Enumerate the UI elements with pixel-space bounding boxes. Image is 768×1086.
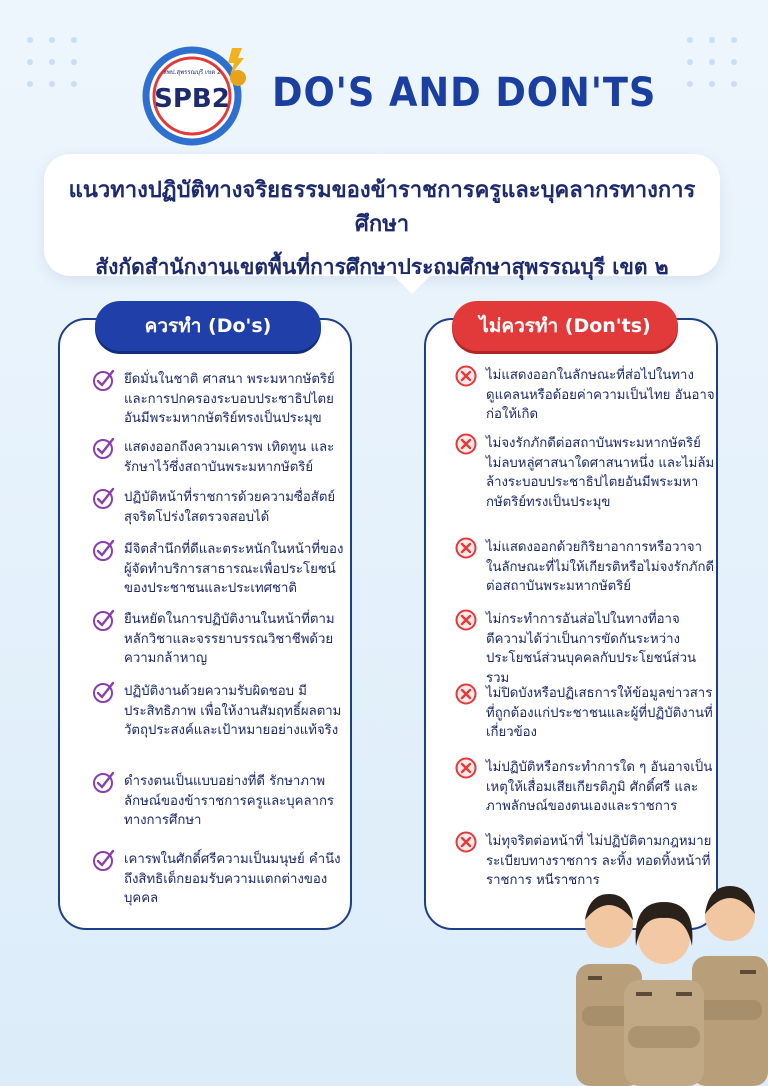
donts-item-1: [454, 366, 716, 425]
donts-item-5: [454, 684, 716, 743]
donts-item-text: ไม่กระทำการอันส่อไปในทางที่อาจตีความได้ว่าเป็นการขัดกันระหว่างประโยชน์ส่วนบุคคลกับประโยชน์ส่วนรวม: [486, 612, 697, 686]
dos-item-1: [92, 370, 350, 429]
dos-panel: [58, 318, 352, 930]
dos-item-3: [92, 488, 350, 527]
donts-item-2: [454, 434, 716, 512]
page-title: DO'S AND DON'TS: [272, 70, 657, 116]
dos-item-6: [92, 682, 350, 741]
donts-item-text: ไม่ปฏิบัติหรือกระทำการใด ๆ อันอาจเป็นเหตุให้เสื่อมเสียเกียรติภูมิ ศักดิ์ศรี และภาพลักษณ์ของตนเองและราชการ: [486, 760, 713, 814]
check-icon: [92, 680, 116, 704]
dos-item-7: [92, 772, 350, 831]
spb2-logo: [140, 38, 260, 148]
dos-item-text: ดำรงตนเป็นแบบอย่างที่ดี รักษาภาพลักษณ์ของข้าราชการครูและบุคลากรทางการศึกษา: [124, 774, 335, 828]
donts-item-text: ไม่ทุจริตต่อหน้าที่ ไม่ปฏิบัติตามกฎหมาย ระเบียบทางราชการ ละทิ้ง ทอดทิ้งหน้าที่ราชการ หนีราชการ: [486, 834, 712, 888]
cross-icon: [454, 756, 478, 780]
intro-line-1: แนวทางปฏิบัติทางจริยธรรมของข้าราชการครูและบุคลากรทางการศึกษา: [68, 178, 696, 237]
donts-item-6: [454, 758, 716, 817]
donts-heading: ไม่ควรทำ (Don'ts): [452, 301, 678, 351]
check-icon: [92, 608, 116, 632]
dos-item-4: [92, 540, 350, 599]
intro-bubble: [44, 154, 720, 279]
check-icon: [92, 486, 116, 510]
dos-item-5: [92, 610, 350, 669]
cross-icon: [454, 830, 478, 854]
logo-caption: สพป.สุพรรณบุรี เขต 2: [163, 69, 221, 76]
cross-icon: [454, 364, 478, 388]
dos-item-text: ยึดมั่นในชาติ ศาสนา พระมหากษัตริย์ และการปกครองระบอบประชาธิปไตย อันมีพระมหากษัตริย์ทรงเป็นประมุข: [124, 372, 335, 426]
check-icon: [92, 436, 116, 460]
donts-item-text: ไม่แสดงออกด้วยกิริยาอาการหรือวาจาในลักษณะที่ไม่ให้เกียรติหรือไม่จงรักภักดีต่อสถาบันพระมหากษัตริย์: [486, 540, 715, 594]
check-icon: [92, 368, 116, 392]
donts-item-text: ไม่จงรักภักดีต่อสถาบันพระมหากษัตริย์ ไม่ลบหลู่ศาสนาใดศาสนาหนึ่ง และไม่ล้มล้างระบอบประชาธิปไตยอันมีพระมหากษัตริย์ทรงเป็นประมุข: [486, 436, 715, 510]
donts-item-4: [454, 610, 716, 688]
cross-icon: [454, 682, 478, 706]
cross-icon: [454, 536, 478, 560]
intro-line-2: สังกัดสำนักงานเขตพื้นที่การศึกษาประถมศึกษาสุพรรณบุรี เขต ๒: [95, 255, 669, 279]
donts-panel: [424, 318, 718, 930]
logo-text: SPB2: [154, 84, 230, 114]
check-icon: [92, 848, 116, 872]
check-icon: [92, 770, 116, 794]
check-icon: [92, 538, 116, 562]
dos-item-text: เคารพในศักดิ์ศรีความเป็นมนุษย์ คำนึงถึงสิทธิเด็กยอมรับความแตกต่างของบุคคล: [124, 852, 341, 906]
dos-item-text: ปฏิบัติหน้าที่ราชการด้วยความซื่อสัตย์ สุจริตโปร่งใสตรวจสอบได้: [124, 490, 336, 525]
dos-item-text: ปฏิบัติงานด้วยความรับผิดชอบ มีประสิทธิภาพ เพื่อให้งานสัมฤทธิ์ผลตามวัตถุประสงค์และเป้าหมายอย่างแท้จริง: [124, 684, 342, 738]
page-header: [140, 38, 690, 148]
cross-icon: [454, 432, 478, 456]
dos-item-text: มีจิตสำนึกที่ดีและตระหนักในหน้าที่ของผู้จัดทำบริการสาธารณะเพื่อประโยชน์ของประชาชนและประเทศชาติ: [124, 542, 344, 596]
dos-item-text: ยืนหยัดในการปฏิบัติงานในหน้าที่ตามหลักวิชาและจรรยาบรรณวิชาชีพด้วยความกล้าหาญ: [124, 612, 335, 666]
teachers-illustration: [554, 876, 768, 1086]
dos-item-2: [92, 438, 350, 477]
dos-item-8: [92, 850, 350, 909]
donts-item-text: ไม่แสดงออกในลักษณะที่ส่อไปในทางดูแคลนหรือด้อยค่าความเป็นไทย อันอาจก่อให้เกิด: [486, 368, 715, 422]
donts-item-3: [454, 538, 716, 597]
cross-icon: [454, 608, 478, 632]
dos-heading: ควรทำ (Do's): [95, 301, 321, 351]
dos-item-text: แสดงออกถึงความเคารพ เทิดทูน และรักษาไว้ซึ่งสถาบันพระมหากษัตริย์: [124, 440, 335, 475]
donts-item-text: ไม่ปิดบังหรือปฏิเสธการให้ข้อมูลข่าวสารที่ถูกต้องแก่ประชาชนและผู้ที่ปฏิบัติงานที่เกี่ยวข้อง: [486, 686, 713, 740]
